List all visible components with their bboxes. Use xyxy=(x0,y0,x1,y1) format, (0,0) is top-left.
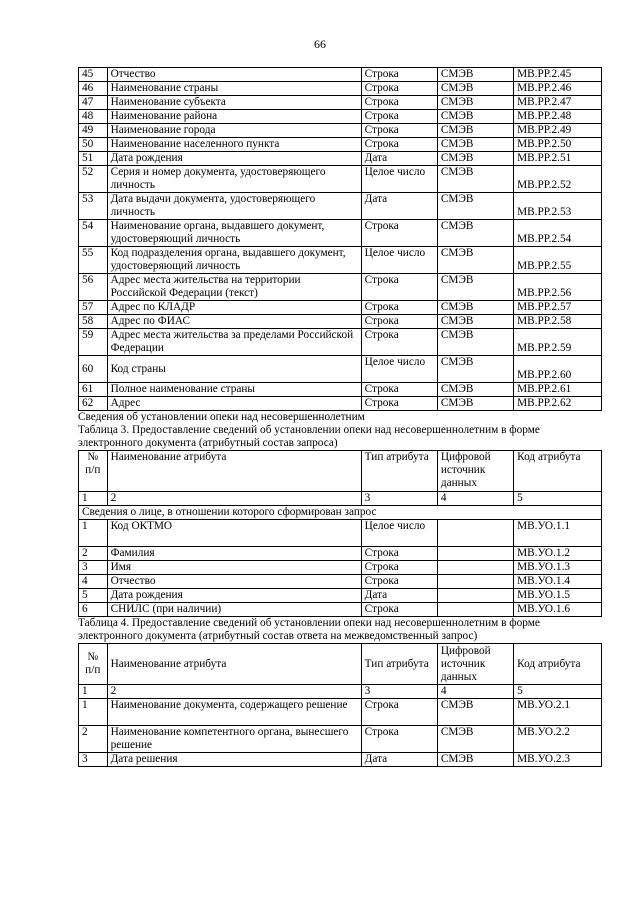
attribute-type: Строка xyxy=(361,301,437,315)
column-number: 1 xyxy=(79,685,108,699)
table-3-header-row xyxy=(79,451,602,492)
attribute-type: Строка xyxy=(361,274,437,301)
table-row xyxy=(79,575,602,589)
attribute-type: Строка xyxy=(361,603,437,617)
row-number: 55 xyxy=(79,247,108,274)
table-attributes-continued xyxy=(78,67,602,411)
attribute-type: Строка xyxy=(361,547,437,561)
attribute-code: МВ.УО.1.1 xyxy=(514,520,602,547)
attribute-name: Имя xyxy=(107,561,361,575)
data-source: СМЭВ xyxy=(437,356,513,383)
table-row xyxy=(79,383,602,397)
row-number: 59 xyxy=(79,329,108,356)
table-4-body xyxy=(79,699,602,767)
attribute-type: Строка xyxy=(361,575,437,589)
attribute-type: Строка xyxy=(361,220,437,247)
header-number: № п/п xyxy=(79,644,108,685)
table-4 xyxy=(78,643,602,767)
attribute-code: МВ.УО.2.3 xyxy=(514,753,602,767)
header-attribute-name: Наименование атрибута xyxy=(107,451,361,492)
table-3-body xyxy=(79,520,602,617)
attribute-code: МВ.РР.2.49 xyxy=(514,124,602,138)
header-attribute-name: Наименование атрибута xyxy=(107,644,361,685)
attribute-code: МВ.РР.2.61 xyxy=(514,383,602,397)
attribute-type: Строка xyxy=(361,561,437,575)
attribute-type: Дата xyxy=(361,589,437,603)
data-source: СМЭВ xyxy=(437,220,513,247)
attribute-name: Наименование субъекта xyxy=(107,96,361,110)
attribute-type: Целое число xyxy=(361,247,437,274)
column-number: 3 xyxy=(361,685,437,699)
attribute-name: СНИЛС (при наличии) xyxy=(107,603,361,617)
row-number: 48 xyxy=(79,110,108,124)
attribute-name: Адрес по ФИАС xyxy=(107,315,361,329)
attribute-type: Строка xyxy=(361,699,437,726)
attribute-type: Целое число xyxy=(361,520,437,547)
table-row xyxy=(79,589,602,603)
table-row xyxy=(79,68,602,82)
attribute-type: Строка xyxy=(361,383,437,397)
header-attribute-type: Тип атрибута xyxy=(361,644,437,685)
column-number: 3 xyxy=(361,492,437,506)
table-top-body xyxy=(79,68,602,411)
attribute-type: Дата xyxy=(361,152,437,166)
data-source: СМЭВ xyxy=(437,383,513,397)
column-number: 5 xyxy=(514,492,602,506)
data-source: СМЭВ xyxy=(437,110,513,124)
table-row xyxy=(79,397,602,411)
column-number: 2 xyxy=(107,492,361,506)
table-row xyxy=(79,603,602,617)
data-source: СМЭВ xyxy=(437,301,513,315)
table-3 xyxy=(78,450,602,617)
attribute-name: Наименование населенного пункта xyxy=(107,138,361,152)
attribute-type: Строка xyxy=(361,315,437,329)
data-source xyxy=(437,520,513,547)
data-source: СМЭВ xyxy=(437,699,513,726)
attribute-code: МВ.РР.2.58 xyxy=(514,315,602,329)
data-source xyxy=(437,575,513,589)
row-number: 46 xyxy=(79,82,108,96)
row-number: 52 xyxy=(79,166,108,193)
header-attribute-type: Тип атрибута xyxy=(361,451,437,492)
attribute-type: Строка xyxy=(361,68,437,82)
table-row xyxy=(79,124,602,138)
data-source: СМЭВ xyxy=(437,166,513,193)
data-source xyxy=(437,561,513,575)
page-number: 66 xyxy=(314,37,326,51)
column-number: 4 xyxy=(437,685,513,699)
attribute-type: Дата xyxy=(361,753,437,767)
attribute-code: МВ.РР.2.51 xyxy=(514,152,602,166)
attribute-code: МВ.РР.2.45 xyxy=(514,68,602,82)
table-3-group-row xyxy=(79,506,602,520)
row-number: 50 xyxy=(79,138,108,152)
data-source: СМЭВ xyxy=(437,82,513,96)
attribute-name: Дата выдачи документа, удостоверяющего личность xyxy=(107,193,361,220)
data-source: СМЭВ xyxy=(437,124,513,138)
attribute-code: МВ.РР.2.62 xyxy=(514,397,602,411)
attribute-name: Фамилия xyxy=(107,547,361,561)
attribute-code: МВ.РР.2.56 xyxy=(514,274,602,301)
attribute-type: Строка xyxy=(361,82,437,96)
row-number: 53 xyxy=(79,193,108,220)
row-number: 58 xyxy=(79,315,108,329)
row-number: 5 xyxy=(79,589,108,603)
row-number: 62 xyxy=(79,397,108,411)
row-number: 45 xyxy=(79,68,108,82)
data-source: СМЭВ xyxy=(437,68,513,82)
table-row xyxy=(79,315,602,329)
table-row xyxy=(79,329,602,356)
attribute-code: МВ.УО.1.4 xyxy=(514,575,602,589)
attribute-code: МВ.РР.2.46 xyxy=(514,82,602,96)
attribute-name: Наименование страны xyxy=(107,82,361,96)
attribute-code: МВ.УО.1.5 xyxy=(514,589,602,603)
attribute-code: МВ.РР.2.54 xyxy=(514,220,602,247)
attribute-name: Код подразделения органа, выдавшего документ, удостоверяющий личность xyxy=(107,247,361,274)
data-source xyxy=(437,589,513,603)
table-3-numbering-row xyxy=(79,492,602,506)
data-source: СМЭВ xyxy=(437,397,513,411)
table-row xyxy=(79,547,602,561)
attribute-code: МВ.РР.2.47 xyxy=(514,96,602,110)
attribute-name: Отчество xyxy=(107,68,361,82)
table-4-numbering-row xyxy=(79,685,602,699)
attribute-name: Дата рождения xyxy=(107,589,361,603)
row-number: 2 xyxy=(79,547,108,561)
row-number: 4 xyxy=(79,575,108,589)
attribute-type: Строка xyxy=(361,726,437,753)
attribute-code: МВ.УО.1.3 xyxy=(514,561,602,575)
table-row xyxy=(79,356,602,383)
row-number: 61 xyxy=(79,383,108,397)
table-row xyxy=(79,726,602,753)
data-source: СМЭВ xyxy=(437,726,513,753)
attribute-type: Целое число xyxy=(361,356,437,383)
attribute-code: МВ.РР.2.52 xyxy=(514,166,602,193)
header-number: № п/п xyxy=(79,451,108,492)
table-row xyxy=(79,152,602,166)
attribute-code: МВ.УО.1.6 xyxy=(514,603,602,617)
attribute-code: МВ.УО.2.2 xyxy=(514,726,602,753)
row-number: 1 xyxy=(79,699,108,726)
table-3-caption: Таблица 3. Предоставление сведений об установлении опеки над несовершеннолетним в форме электронного документа (атрибутный состав запроса) xyxy=(78,424,540,449)
attribute-name: Адрес по КЛАДР xyxy=(107,301,361,315)
column-number: 2 xyxy=(107,685,361,699)
header-data-source: Цифровой источник данных xyxy=(437,451,513,492)
attribute-name: Код страны xyxy=(107,356,361,383)
attribute-name: Дата рождения xyxy=(107,152,361,166)
row-number: 54 xyxy=(79,220,108,247)
row-number: 60 xyxy=(79,356,108,383)
attribute-code: МВ.РР.2.60 xyxy=(514,356,602,383)
table-row xyxy=(79,110,602,124)
row-number: 51 xyxy=(79,152,108,166)
data-source xyxy=(437,603,513,617)
attribute-type: Целое число xyxy=(361,166,437,193)
attribute-name: Адрес места жительства на территории Российской Федерации (текст) xyxy=(107,274,361,301)
attribute-type: Строка xyxy=(361,124,437,138)
row-number: 47 xyxy=(79,96,108,110)
attribute-name: Адрес места жительства за пределами Российской Федерации xyxy=(107,329,361,356)
table-row xyxy=(79,520,602,547)
attribute-code: МВ.РР.2.55 xyxy=(514,247,602,274)
attribute-name: Наименование органа, выдавшего документ, удостоверяющий личность xyxy=(107,220,361,247)
data-source: СМЭВ xyxy=(437,753,513,767)
table-row xyxy=(79,166,602,193)
attribute-name: Полное наименование страны xyxy=(107,383,361,397)
row-number: 57 xyxy=(79,301,108,315)
header-data-source: Цифровой источник данных xyxy=(437,644,513,685)
attribute-type: Строка xyxy=(361,329,437,356)
attribute-name: Наименование компетентного органа, вынесшего решение xyxy=(107,726,361,753)
attribute-code: МВ.РР.2.48 xyxy=(514,110,602,124)
attribute-code: МВ.РР.2.53 xyxy=(514,193,602,220)
data-source: СМЭВ xyxy=(437,315,513,329)
table-row xyxy=(79,82,602,96)
header-attribute-code: Код атрибута xyxy=(514,644,602,685)
column-number: 1 xyxy=(79,492,108,506)
attribute-code: МВ.УО.2.1 xyxy=(514,699,602,726)
attribute-name: Отчество xyxy=(107,575,361,589)
attribute-name: Серия и номер документа, удостоверяющего личность xyxy=(107,166,361,193)
attribute-name: Адрес xyxy=(107,397,361,411)
attribute-type: Строка xyxy=(361,397,437,411)
data-source: СМЭВ xyxy=(437,193,513,220)
data-source xyxy=(437,547,513,561)
data-source: СМЭВ xyxy=(437,138,513,152)
table-4-caption: Таблица 4. Предоставление сведений об установлении опеки над несовершеннолетним в форме электронного документа (атрибутный состав ответа на межведомственный запрос) xyxy=(78,617,540,642)
attribute-type: Дата xyxy=(361,193,437,220)
row-number: 2 xyxy=(79,726,108,753)
attribute-type: Строка xyxy=(361,96,437,110)
table-row xyxy=(79,96,602,110)
table-4-header-row xyxy=(79,644,602,685)
table-row xyxy=(79,561,602,575)
header-attribute-code: Код атрибута xyxy=(514,451,602,492)
table-row xyxy=(79,193,602,220)
attribute-code: МВ.РР.2.50 xyxy=(514,138,602,152)
attribute-code: МВ.УО.1.2 xyxy=(514,547,602,561)
attribute-name: Код ОКТМО xyxy=(107,520,361,547)
attribute-name: Наименование документа, содержащего решение xyxy=(107,699,361,726)
attribute-name: Дата решения xyxy=(107,753,361,767)
attribute-code: МВ.РР.2.57 xyxy=(514,301,602,315)
column-number: 4 xyxy=(437,492,513,506)
attribute-name: Наименование района xyxy=(107,110,361,124)
data-source: СМЭВ xyxy=(437,247,513,274)
data-source: СМЭВ xyxy=(437,274,513,301)
attribute-name: Наименование города xyxy=(107,124,361,138)
attribute-code: МВ.РР.2.59 xyxy=(514,329,602,356)
table-row xyxy=(79,138,602,152)
table-row xyxy=(79,753,602,767)
attribute-type: Строка xyxy=(361,110,437,124)
data-source: СМЭВ xyxy=(437,329,513,356)
row-number: 3 xyxy=(79,753,108,767)
table-row xyxy=(79,301,602,315)
row-number: 56 xyxy=(79,274,108,301)
data-source: СМЭВ xyxy=(437,152,513,166)
row-number: 6 xyxy=(79,603,108,617)
data-source: СМЭВ xyxy=(437,96,513,110)
row-number: 49 xyxy=(79,124,108,138)
table-row xyxy=(79,247,602,274)
section-heading: Сведения об установлении опеки над несовершеннолетним xyxy=(78,411,365,423)
table-row xyxy=(79,220,602,247)
row-number: 1 xyxy=(79,520,108,547)
group-label: Сведения о лице, в отношении которого сформирован запрос xyxy=(79,506,602,520)
table-row xyxy=(79,274,602,301)
row-number: 3 xyxy=(79,561,108,575)
attribute-type: Строка xyxy=(361,138,437,152)
document-content xyxy=(78,67,602,767)
table-row xyxy=(79,699,602,726)
column-number: 5 xyxy=(514,685,602,699)
